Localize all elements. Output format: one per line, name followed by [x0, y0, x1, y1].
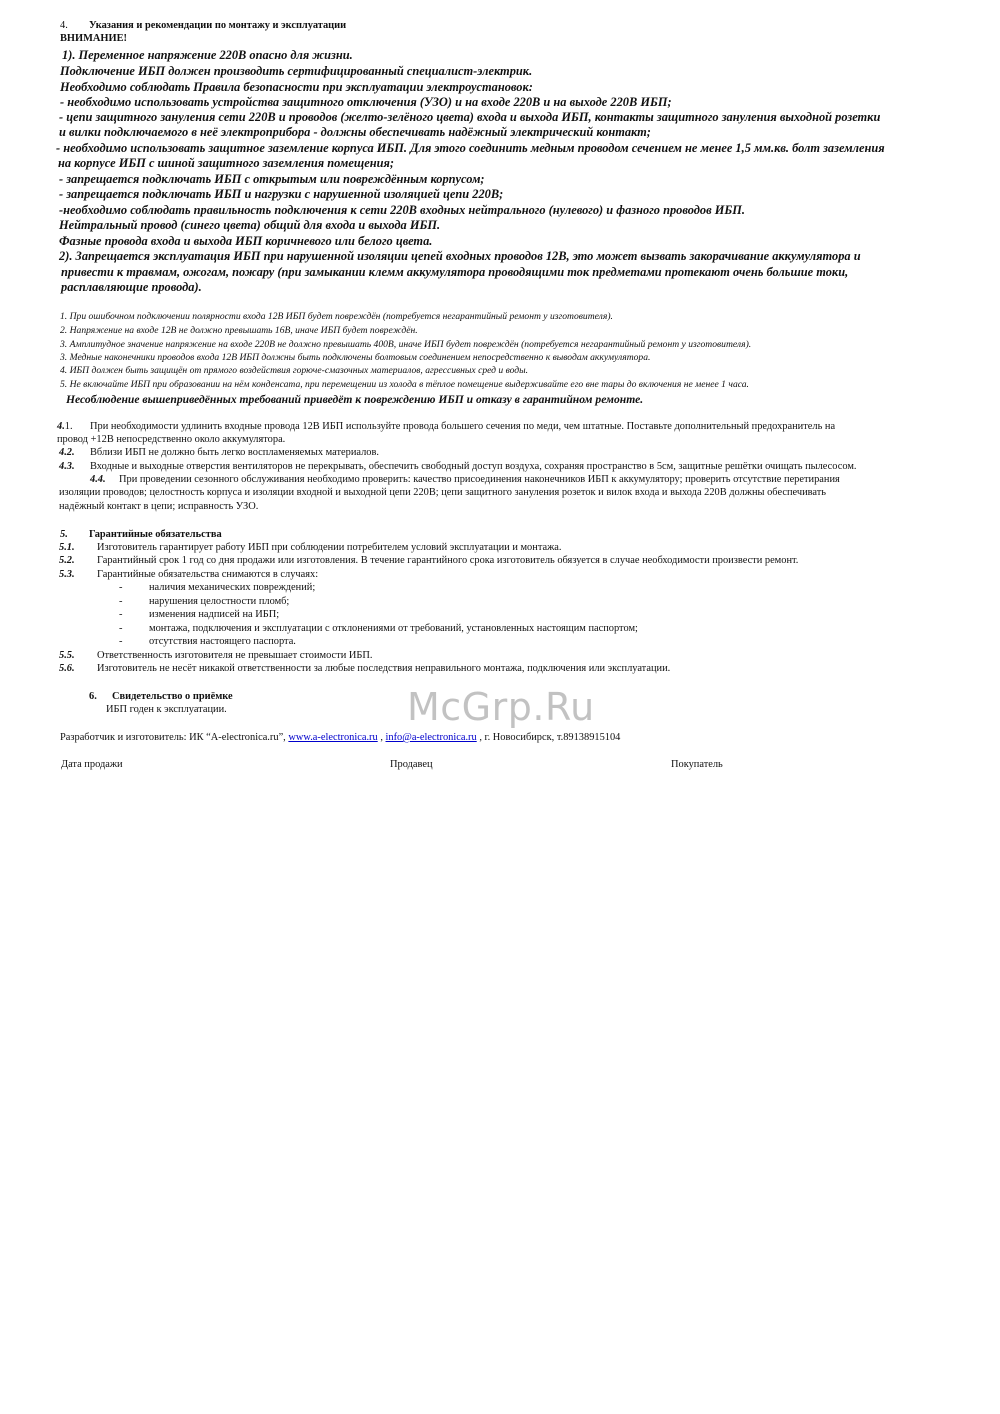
warning-line: - необходимо использовать защитное заземление корпуса ИБП. Для этого соединить медным проводом сечением не менее 1,5 мм.кв. болт заземления: [56, 141, 885, 155]
paragraph-number: 4.2.: [59, 447, 75, 458]
developer-prefix: Разработчик и изготовитель: ИК “A-electronica.ru”,: [60, 732, 289, 743]
warning-line: - запрещается подключать ИБП и нагрузки с нарушенной изоляцией цепи 220В;: [59, 187, 504, 201]
warning-heading: ВНИМАНИЕ!: [60, 33, 127, 44]
non-compliance-warning: Несоблюдение вышеприведённых требований приведёт к повреждению ИБП и отказу в гарантийном ремонте.: [66, 393, 644, 406]
warning-line: Подключение ИБП должен производить сертифицированный специалист-электрик.: [60, 64, 533, 78]
warning-line: привести к травмам, ожогам, пожару (при замыкании клемм аккумулятора проводящими ток предметами протекают очень большие токи,: [61, 265, 849, 279]
developer-separator: ,: [377, 732, 386, 743]
paragraph-text: Вблизи ИБП не должно быть легко воспламеняемых материалов.: [90, 447, 379, 458]
paragraph-text: изоляции проводов; целостность корпуса и изоляции входной и выходной цепи 220В; цепи защитного зануления розеток и вилок входа и выхода 220В должны обеспечивать: [59, 487, 827, 498]
warranty-item-text: Изготовитель не несёт никакой ответственности за любые последствия неправильного монтажа, подключения или эксплуатации.: [97, 663, 671, 674]
section5-title: Гарантийные обязательства: [89, 529, 222, 540]
buyer-label: Покупатель: [671, 759, 723, 770]
paragraph-text: надёжный контакт в цепи; исправность УЗО.: [59, 501, 259, 512]
bullet-mark: -: [119, 636, 123, 647]
warranty-item-text: Гарантийный срок 1 год со дня продажи или изготовления. В течение гарантийного срока изготовитель обязуется в случае необходимости произвести ремонт.: [97, 555, 799, 566]
warning-line: на корпусе ИБП с шиной защитного заземления помещения;: [58, 156, 394, 170]
paragraph-text: провод +12В непосредственно около аккумулятора.: [57, 434, 286, 445]
bullet-mark: -: [119, 623, 123, 634]
section4-number: 4.: [60, 20, 68, 31]
note-item: 3. Амплитудное значение напряжение на входе 220В не должно превышать 400В, иначе ИБП будет повреждён (потребуется негарантийный ремонт у изготовителя).: [60, 339, 752, 350]
note-item: 2. Напряжение на входе 12В не должно превышать 16В, иначе ИБП будет повреждён.: [60, 325, 418, 336]
acceptance-text: ИБП годен к эксплуатации.: [106, 704, 227, 715]
paragraph-number-a: 4.: [57, 421, 65, 432]
warranty-item-number: 5.6.: [59, 663, 75, 674]
paragraph-number: 4.3.: [59, 461, 75, 472]
section5-number: 5.: [60, 529, 68, 540]
section4-title: Указания и рекомендации по монтажу и эксплуатации: [89, 20, 347, 31]
warranty-item-number: 5.1.: [59, 542, 75, 553]
warning-line: Необходимо соблюдать Правила безопасности при эксплуатации электроустановок:: [60, 80, 533, 94]
sale-date-label: Дата продажи: [61, 759, 123, 770]
warning-line: - необходимо использовать устройства защитного отключения (УЗО) и на входе 220В и на выходе 220В ИБП;: [60, 95, 672, 109]
note-item: 5. Не включайте ИБП при образовании на нём конденсата, при перемещении из холода в тёплое помещение выдерживайте его вне тары до включения не менее 1 часа.: [60, 379, 749, 390]
warning-line: 1). Переменное напряжение 220В опасно для жизни.: [62, 48, 353, 62]
warning-line: -необходимо соблюдать правильность подключения к сети 220В входных нейтрального (нулевого) и фазного проводов ИБП.: [59, 203, 745, 217]
section6-number: 6.: [89, 691, 97, 702]
warranty-exclusion: наличия механических повреждений;: [149, 582, 316, 593]
warning-line: - цепи защитного зануления сети 220В и проводов (желто-зелёного цвета) входа и выхода ИБП, контакты защитного зануления выходной розетки: [59, 110, 881, 124]
warning-line: 2). Запрещается эксплуатация ИБП при нарушенной изоляции цепей входных проводов 12В, это может вызвать закорачивание аккумулятора и: [59, 249, 861, 263]
watermark: McGrp.Ru: [407, 685, 595, 729]
warranty-item-text: Ответственность изготовителя не превышает стоимости ИБП.: [97, 650, 373, 661]
seller-label: Продавец: [390, 759, 433, 770]
bullet-mark: -: [119, 596, 123, 607]
paragraph-text: При необходимости удлинить входные провода 12В ИБП используйте провода большего сечения по меди, чем штатные. Поставьте дополнительный предохранитель на: [90, 421, 836, 432]
warranty-item-number: 5.5.: [59, 650, 75, 661]
warranty-item-number: 5.2.: [59, 555, 75, 566]
warranty-exclusion: отсутствия настоящего паспорта.: [149, 636, 296, 647]
warranty-item-number: 5.3.: [59, 569, 75, 580]
warranty-exclusion: нарушения целостности пломб;: [149, 596, 290, 607]
paragraph-number: [57, 422, 73, 432]
note-item: 3. Медные наконечники проводов входа 12В ИБП должны быть подключены болтовым соединением непосредственно к выводам аккумулятора.: [60, 352, 651, 363]
warranty-item-text: Изготовитель гарантирует работу ИБП при соблюдении потребителем условий эксплуатации и монтажа.: [97, 542, 562, 553]
warning-line: - запрещается подключать ИБП с открытым или повреждённым корпусом;: [59, 172, 485, 186]
warning-line: Нейтральный провод (синего цвета) общий для входа и выхода ИБП.: [59, 218, 441, 232]
bullet-mark: -: [119, 609, 123, 620]
warning-line: Фазные провода входа и выхода ИБП коричневого или белого цвета.: [59, 234, 433, 248]
section6-title: Свидетельство о приёмке: [112, 691, 233, 702]
developer-site-link[interactable]: www.a-electronica.ru: [288, 732, 378, 743]
paragraph-number-b: 1.: [64, 421, 73, 432]
note-item: 1. При ошибочном подключении полярности входа 12В ИБП будет повреждён (потребуется негарантийный ремонт у изготовителя).: [60, 311, 613, 322]
developer-email-link[interactable]: info@a-electronica.ru: [385, 732, 477, 743]
warning-line: расплавляющие провода).: [61, 280, 202, 294]
paragraph-text: При проведении сезонного обслуживания необходимо проверить: качество присоединения наконечников ИБП к аккумулятору; проверить отсутствие перетирания: [119, 474, 840, 485]
paragraph-number: 4.4.: [90, 474, 106, 485]
warranty-exclusion: изменения надписей на ИБП;: [149, 609, 280, 620]
warranty-item-text: Гарантийные обязательства снимаются в случаях:: [97, 569, 319, 580]
note-item: 4. ИБП должен быть защищён от прямого воздействия горюче-смазочных материалов, агрессивных сред и воды.: [60, 365, 529, 376]
bullet-mark: -: [119, 582, 123, 593]
developer-suffix: , г. Новосибирск, т.89138915104: [476, 732, 621, 743]
warning-line: и вилки подключаемого в неё электроприбора - должны обеспечивать надёжный электрический контакт;: [59, 125, 651, 139]
warranty-exclusion: монтажа, подключения и эксплуатации с отклонениями от требований, установленных настоящим паспортом;: [149, 623, 638, 634]
paragraph-text: Входные и выходные отверстия вентиляторов не перекрывать, обеспечить свободный доступ воздуха, сохраняя пространство в 5см, защитные решётки очищать пылесосом.: [90, 461, 857, 472]
developer-line: [60, 733, 620, 743]
